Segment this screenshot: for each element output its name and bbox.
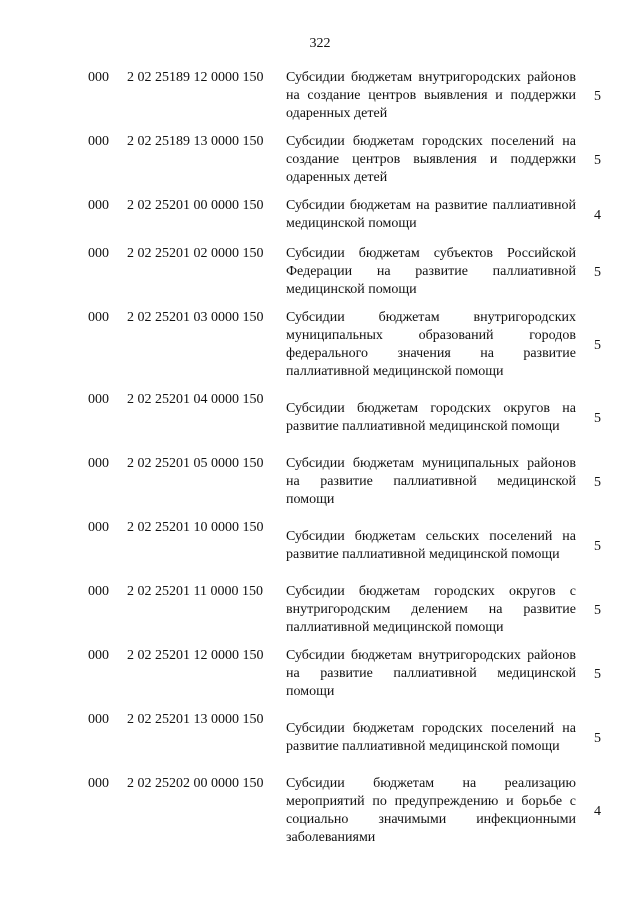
row-value: 5 [594,602,601,618]
row-value: 4 [594,207,601,223]
page-number: 322 [309,36,331,51]
classification-table [0,69,640,857]
row-description: Субсидии бюджетам городских поселений на создание центров выявления и поддержки одаренных детей [286,134,576,185]
table-row [0,775,640,847]
row-value: 5 [594,337,601,353]
admin-code: 000 [88,246,109,261]
admin-code: 000 [88,648,109,663]
row-description: Субсидии бюджетам на развитие паллиативной медицинской помощи [286,198,576,231]
row-description: Субсидии бюджетам муниципальных районов на развитие паллиативной медицинской помощи [286,456,576,507]
revenue-code: 2 02 25201 03 0000 150 [127,310,264,325]
admin-code: 000 [88,776,109,791]
revenue-code: 2 02 25201 04 0000 150 [127,392,264,407]
revenue-code: 2 02 25201 13 0000 150 [127,712,264,727]
admin-code: 000 [88,584,109,599]
row-value: 5 [594,474,601,490]
table-row [0,583,640,637]
revenue-code: 2 02 25189 12 0000 150 [127,70,264,85]
revenue-code: 2 02 25201 11 0000 150 [127,584,263,599]
table-row [0,245,640,299]
table-row [0,519,640,573]
admin-code: 000 [88,392,109,407]
table-row [0,133,640,187]
row-value: 4 [594,803,601,819]
row-description: Субсидии бюджетам городских округов с внутригородским делением на развитие паллиативной медицинской помощи [286,584,576,635]
admin-code: 000 [88,520,109,535]
table-row [0,197,640,233]
row-value: 5 [594,538,601,554]
admin-code: 000 [88,70,109,85]
row-description: Субсидии бюджетам субъектов Российской Федерации на развитие паллиативной медицинской помощи [286,246,576,297]
row-value: 5 [594,264,601,280]
table-row [0,391,640,445]
revenue-code: 2 02 25201 10 0000 150 [127,520,264,535]
table-row [0,455,640,509]
revenue-code: 2 02 25201 05 0000 150 [127,456,264,471]
row-value: 5 [594,666,601,682]
revenue-code: 2 02 25201 02 0000 150 [127,246,264,261]
row-description: Субсидии бюджетам городских поселений на развитие паллиативной медицинской помощи [286,721,576,754]
table-row [0,647,640,701]
admin-code: 000 [88,456,109,471]
table-row [0,69,640,123]
row-value: 5 [594,152,601,168]
row-description: Субсидии бюджетам внутригородских муниципальных образований городов федерального значения на развитие паллиативной медицинской помощи [286,310,576,379]
row-description: Субсидии бюджетам сельских поселений на развитие паллиативной медицинской помощи [286,529,576,562]
table-row [0,711,640,765]
row-description: Субсидии бюджетам внутригородских районов на развитие паллиативной медицинской помощи [286,648,576,699]
table-row [0,309,640,381]
revenue-code: 2 02 25201 00 0000 150 [127,198,264,213]
row-description: Субсидии бюджетам на реализацию мероприятий по предупреждению и борьбе с социально значимыми инфекционными заболеваниями [286,776,576,845]
row-description: Субсидии бюджетам городских округов на развитие паллиативной медицинской помощи [286,401,576,434]
admin-code: 000 [88,712,109,727]
row-value: 5 [594,88,601,104]
admin-code: 000 [88,310,109,325]
row-description: Субсидии бюджетам внутригородских районов на создание центров выявления и поддержки одаренных детей [286,70,576,121]
admin-code: 000 [88,198,109,213]
admin-code: 000 [88,134,109,149]
revenue-code: 2 02 25202 00 0000 150 [127,776,264,791]
revenue-code: 2 02 25201 12 0000 150 [127,648,264,663]
revenue-code: 2 02 25189 13 0000 150 [127,134,264,149]
row-value: 5 [594,730,601,746]
row-value: 5 [594,410,601,426]
